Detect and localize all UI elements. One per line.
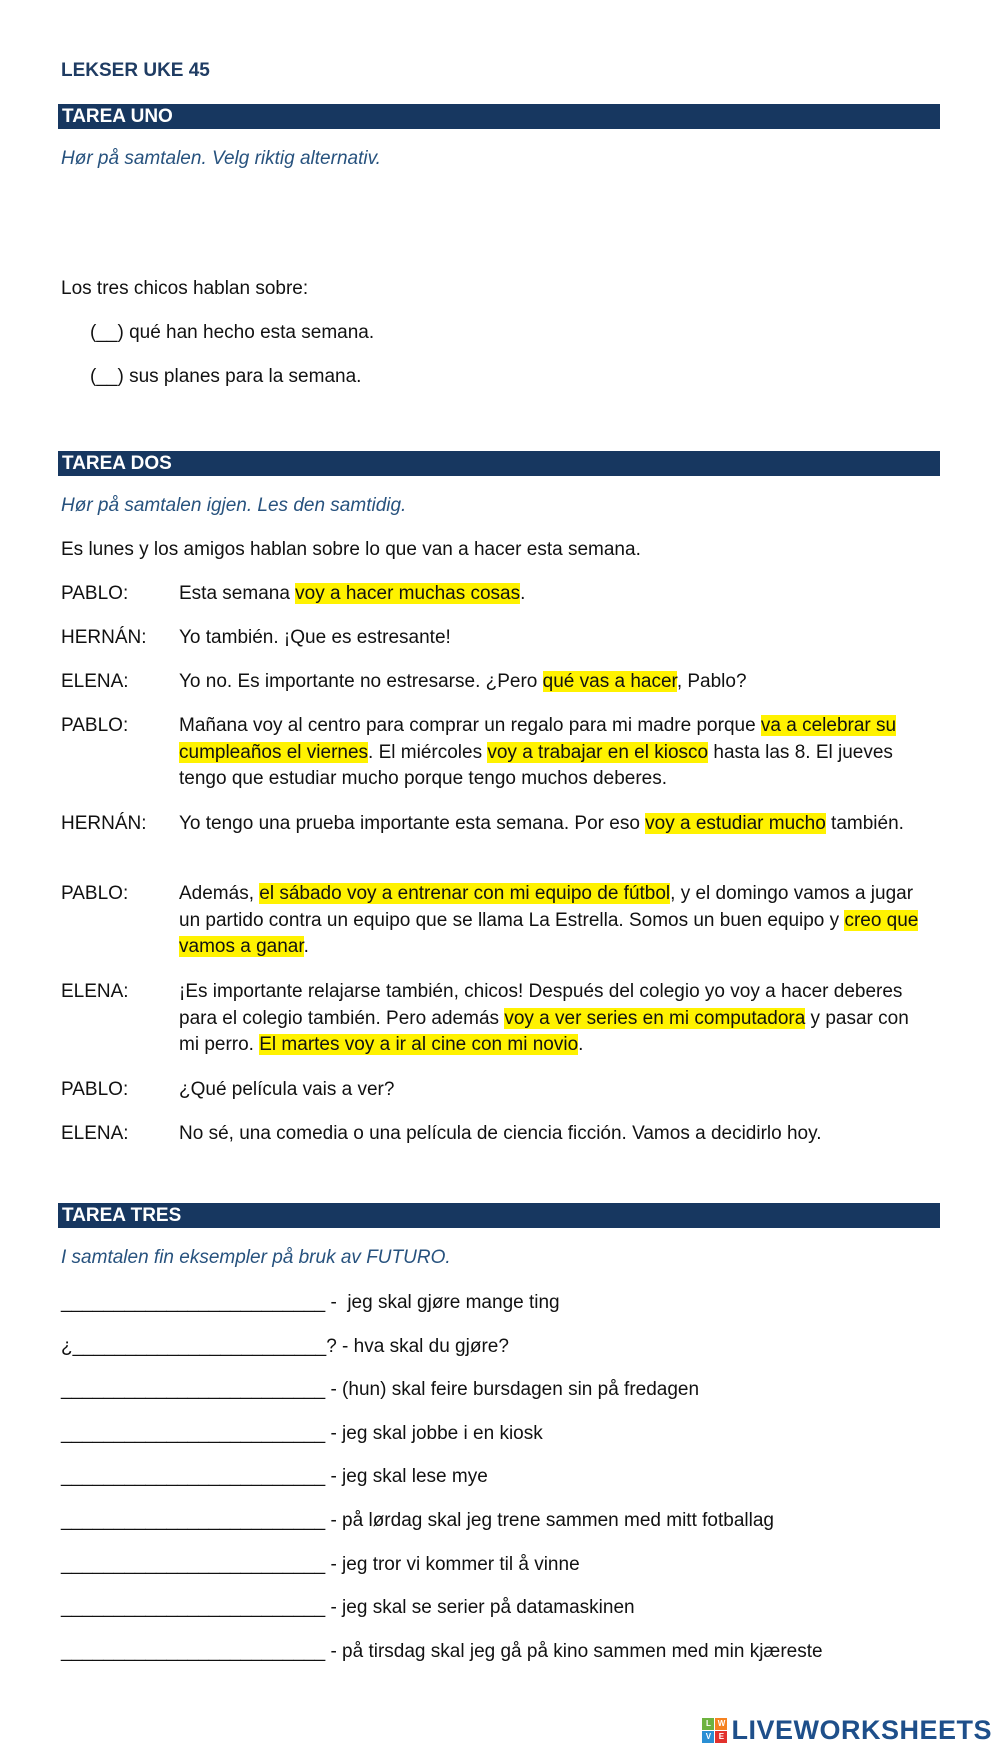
speaker-label: PABLO:: [61, 583, 129, 604]
dialogue-line: [179, 979, 919, 1059]
highlighted-futuro: va a celebrar su cumpleaños el viernes: [179, 715, 897, 763]
highlighted-futuro: el sábado voy a entrenar con mi equipo de fútbol: [259, 883, 671, 904]
speaker-label: PABLO:: [61, 1079, 129, 1100]
option-2[interactable]: (__) sus planes para la semana.: [90, 366, 362, 387]
instruction-tarea-uno: Hør på samtalen. Velg riktig alternativ.: [61, 148, 381, 169]
dialogue-text: .: [303, 936, 309, 957]
highlighted-futuro: voy a estudiar mucho: [645, 813, 826, 834]
fill-in-blank-item[interactable]: _________________________ - på tirsdag skal jeg gå på kino sammen med min kjæreste: [61, 1640, 823, 1662]
speaker-label: PABLO:: [61, 715, 129, 736]
section-header-tarea-uno: TAREA UNO: [58, 104, 940, 129]
fill-in-blank-item[interactable]: _________________________ - jeg skal jobbe i en kiosk: [61, 1422, 543, 1444]
highlighted-futuro: voy a hacer muchas cosas: [295, 583, 521, 604]
speaker-label: HERNÁN:: [61, 627, 147, 648]
speaker-label: HERNÁN:: [61, 813, 147, 834]
fill-in-blank-item[interactable]: _________________________ - jeg skal se serier på datamaskinen: [61, 1597, 635, 1619]
dialogue-text: Yo tengo una prueba importante esta semana. Por eso: [179, 813, 646, 834]
fill-in-blank-item[interactable]: _________________________ - jeg skal gjøre mange ting: [61, 1292, 560, 1313]
fill-in-blank-item[interactable]: _________________________ - jeg tror vi kommer til å vinne: [61, 1553, 580, 1575]
instruction-tarea-tres: I samtalen fin eksempler på bruk av FUTURO.: [61, 1247, 451, 1268]
speaker-label: ELENA:: [61, 981, 129, 1002]
highlighted-futuro: creo que vamos a ganar: [179, 909, 919, 957]
dialogue-text: hasta las 8. El jueves tengo que estudiar mucho porque tengo muchos deberes.: [179, 741, 893, 789]
highlighted-futuro: qué vas a hacer: [542, 671, 677, 692]
dialogue-text: ¡Es importante relajarse también, chicos! Después del colegio yo voy a hacer deberes para el colegio también. Pero además: [179, 981, 903, 1029]
fill-in-blank-item[interactable]: ¿________________________? - hva skal du gjøre?: [61, 1335, 509, 1357]
dialogue-text: , Pablo?: [676, 671, 747, 692]
dialogue-line: [179, 881, 919, 961]
dialogue-text: y pasar con mi perro.: [179, 1007, 909, 1055]
dialogue-line: [179, 625, 919, 652]
section-header-tarea-tres: TAREA TRES: [58, 1203, 940, 1228]
highlighted-futuro: El martes voy a ir al cine con mi novio: [259, 1034, 579, 1055]
dialogue-text: .: [520, 583, 526, 604]
dialogue-text: , y el domingo vamos a jugar un partido contra un equipo que se llama La Estrella. Somos un buen equipo y: [179, 883, 914, 931]
dialogue-line: [179, 581, 919, 608]
liveworksheets-logo: [702, 1715, 992, 1746]
fill-in-blank-item[interactable]: _________________________ - (hun) skal feire bursdagen sin på fredagen: [61, 1379, 700, 1401]
dialogue-text: Mañana voy al centro para comprar un regalo para mi madre porque: [179, 715, 761, 736]
fill-in-blank-item[interactable]: _________________________ - jeg skal lese mye: [61, 1466, 488, 1488]
dialogue-intro: Es lunes y los amigos hablan sobre lo que van a hacer esta semana.: [61, 539, 641, 560]
option-1[interactable]: (__) qué han hecho esta semana.: [90, 322, 375, 343]
dialogue-text: también.: [825, 813, 904, 834]
logo-text: LIVEWORKSHEETS: [731, 1715, 992, 1745]
logo-cubes-icon: L W V E: [702, 1718, 727, 1743]
dialogue-text: Yo también. ¡Que es estresante!: [179, 627, 451, 648]
dialogue-line: [179, 669, 919, 696]
dialogue-line: [179, 811, 919, 838]
dialogue-text: ¿Qué película vais a ver?: [179, 1079, 395, 1100]
document-title: LEKSER UKE 45: [61, 60, 210, 81]
highlighted-futuro: voy a trabajar en el kiosco: [487, 741, 709, 763]
section-header-tarea-dos: TAREA DOS: [58, 451, 940, 476]
dialogue-line: [179, 1121, 919, 1148]
fill-in-blank-item[interactable]: _________________________ - på lørdag skal jeg trene sammen med mitt fotballag: [61, 1510, 774, 1531]
dialogue-text: . El miércoles: [368, 741, 488, 763]
dialogue-line: [179, 713, 919, 793]
dialogue-text: Yo no. Es importante no estresarse. ¿Pero: [179, 671, 543, 692]
dialogue-line: [179, 1077, 919, 1104]
dialogue-text: .: [578, 1034, 584, 1055]
dialogue-text: Esta semana: [179, 583, 296, 604]
highlighted-futuro: voy a ver series en mi computadora: [504, 1007, 806, 1029]
speaker-label: ELENA:: [61, 1123, 129, 1144]
question-text: Los tres chicos hablan sobre:: [61, 278, 309, 299]
speaker-label: PABLO:: [61, 883, 129, 904]
dialogue-text: Además,: [179, 883, 260, 904]
dialogue-text: No sé, una comedia o una película de ciencia ficción. Vamos a decidirlo hoy.: [179, 1123, 822, 1144]
instruction-tarea-dos: Hør på samtalen igjen. Les den samtidig.: [61, 495, 407, 516]
speaker-label: ELENA:: [61, 671, 129, 692]
